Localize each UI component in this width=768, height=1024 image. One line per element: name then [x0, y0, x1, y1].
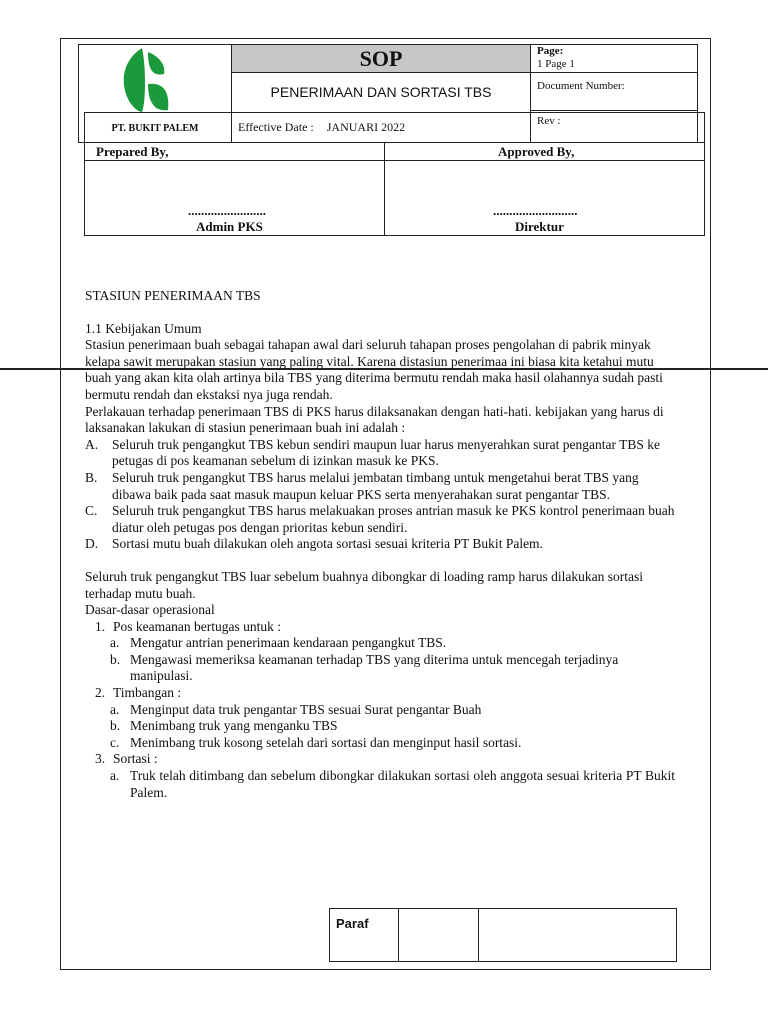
page-label: Page: [537, 45, 564, 57]
sop-title: SOP [359, 46, 403, 71]
list-marker: c. [110, 734, 120, 750]
list-marker: b. [110, 718, 121, 734]
policy-item [85, 470, 675, 503]
signature-divider [84, 160, 705, 161]
signature-table [84, 142, 705, 236]
list-marker: a. [110, 701, 120, 717]
page-rule [0, 368, 768, 370]
prepared-by-label: Prepared By, [96, 144, 169, 159]
list-marker: a. [110, 635, 120, 651]
document-number-label: Document Number: [537, 80, 625, 92]
operational-group [85, 685, 675, 751]
approved-by-label: Approved By, [498, 144, 575, 159]
operational-heading [85, 685, 675, 702]
operational-item [85, 702, 675, 719]
operational-heading [85, 751, 675, 768]
list-marker: B. [85, 469, 98, 485]
list-item-text: Sortasi mutu buah dilakukan oleh angota sortasi sesuai kriteria PT Bukit Palem. [112, 536, 543, 552]
paraf-divider [478, 908, 479, 962]
header-divider [530, 44, 531, 143]
section-title: STASIUN PENERIMAAN TBS [85, 288, 261, 303]
list-marker: 3. [95, 751, 106, 767]
list-marker: D. [85, 536, 99, 552]
list-marker: C. [85, 503, 98, 519]
document-body [85, 288, 675, 801]
operational-heading [85, 619, 675, 636]
prepared-role: Admin PKS [196, 219, 263, 234]
header-divider [530, 72, 698, 73]
effective-date-label: Effective Date : [238, 120, 314, 134]
list-marker: A. [85, 436, 99, 452]
prepared-signature-line: ........................ [188, 203, 266, 218]
operational-item [85, 652, 675, 685]
subsection-title: 1.1 Kebijakan Umum [85, 320, 202, 336]
policy-item [85, 437, 675, 470]
list-item-text: Seluruh truk pengangkut TBS harus melalui jembatan timbang untuk mengetahui berat TBS yang dibawa baik pada saat masuk maupun keluar PKS serta menyerahakan surat pengantar TBS. [112, 469, 639, 502]
list-item-text: Seluruh truk pengangkut TBS kebun sendiri maupun luar harus menyerahkan surat pengantar TBS ke petugas di pos keamanan sebelum di izinkan masuk ke PKS. [112, 436, 661, 469]
document-title: PENERIMAAN DAN SORTASI TBS [270, 84, 492, 100]
operational-heading-text: Sortasi : [113, 751, 158, 767]
list-item-text: Seluruh truk pengangkut TBS harus melakuakan proses antrian masuk ke PKS kontrol penerimaan buah diatur oleh petugas pos dengan prioritas kebun sendiri. [112, 503, 675, 535]
operational-item [85, 735, 675, 752]
company-name: PT. BUKIT PALEM [111, 123, 199, 134]
operational-item [85, 718, 675, 735]
list-marker: a. [110, 768, 120, 784]
operational-item-text: Mengawasi memeriksa keamanan terhadap TBS yang diterima untuk mencegah terjadinya manipulasi. [130, 651, 619, 684]
operational-list [85, 619, 675, 802]
header-divider [231, 72, 530, 73]
list-marker: 1. [95, 618, 106, 634]
list-marker: 2. [95, 685, 106, 701]
paraf-divider [398, 908, 399, 962]
company-logo-icon [118, 46, 170, 114]
effective-date [238, 118, 405, 136]
signature-divider [384, 142, 385, 236]
approved-signature-line: .......................... [493, 203, 578, 218]
operational-item-text: Mengatur antrian penerimaan kendaraan pengangkut TBS. [130, 635, 447, 651]
list-marker: b. [110, 651, 121, 667]
operational-item [85, 768, 675, 801]
paraf-table [329, 908, 677, 962]
header-divider [84, 112, 705, 113]
policy-paragraph: Stasiun penerimaan buah sebagai tahapan awal dari seluruh tahapan proses pengolahan di pabrik minyak kelapa sawit merupakan stasiun yang paling vital. Karena distasiun penerimaa ini biasa kita ketahui mutu buah yang akan kita olah artinya bila TBS yang diterima bermutu rendah maka hasil olahannya sudah pasti bermutu rendah dan ekstaksi nya juga rendah. [85, 337, 663, 402]
sortation-paragraph: Seluruh truk pengangkut TBS luar sebelum buahnya dibongkar di loading ramp harus dilakukan sortasi terhadap mutu buah. [85, 568, 644, 601]
operational-title: Dasar-dasar operasional [85, 602, 215, 618]
page-value: 1 Page 1 [537, 58, 575, 70]
policy-item [85, 503, 675, 536]
operational-group [85, 751, 675, 801]
operational-group [85, 619, 675, 685]
approved-role: Direktur [515, 219, 564, 234]
policy-list [85, 437, 675, 553]
paraf-label: Paraf [336, 916, 369, 931]
operational-item [85, 635, 675, 652]
revision-label: Rev : [537, 115, 561, 127]
operational-item-text: Truk telah ditimbang dan sebelum dibongkar dilakukan sortasi oleh anggota sesuai kriteria PT Bukit Palem. [130, 768, 675, 800]
operational-item-text: Menimbang truk kosong setelah dari sortasi dan menginput hasil sortasi. [130, 734, 522, 750]
operational-heading-text: Timbangan : [113, 685, 182, 701]
operational-heading-text: Pos keamanan bertugas untuk : [113, 618, 281, 634]
operational-item-text: Menimbang truk yang menganku TBS [130, 718, 338, 734]
effective-date-value: JANUARI 2022 [326, 120, 406, 134]
header-divider [704, 112, 705, 142]
header-divider [530, 110, 698, 111]
policy-item [85, 536, 675, 553]
policy-paragraph: Perlakauan terhadap penerimaan TBS di PKS harus dilaksanakan dengan hati-hati. kebijakan yang harus di laksanakan lakukan di stasiun penerimaan buah ini adalah : [85, 403, 664, 436]
operational-item-text: Menginput data truk pengantar TBS sesuai Surat pengantar Buah [130, 701, 482, 717]
